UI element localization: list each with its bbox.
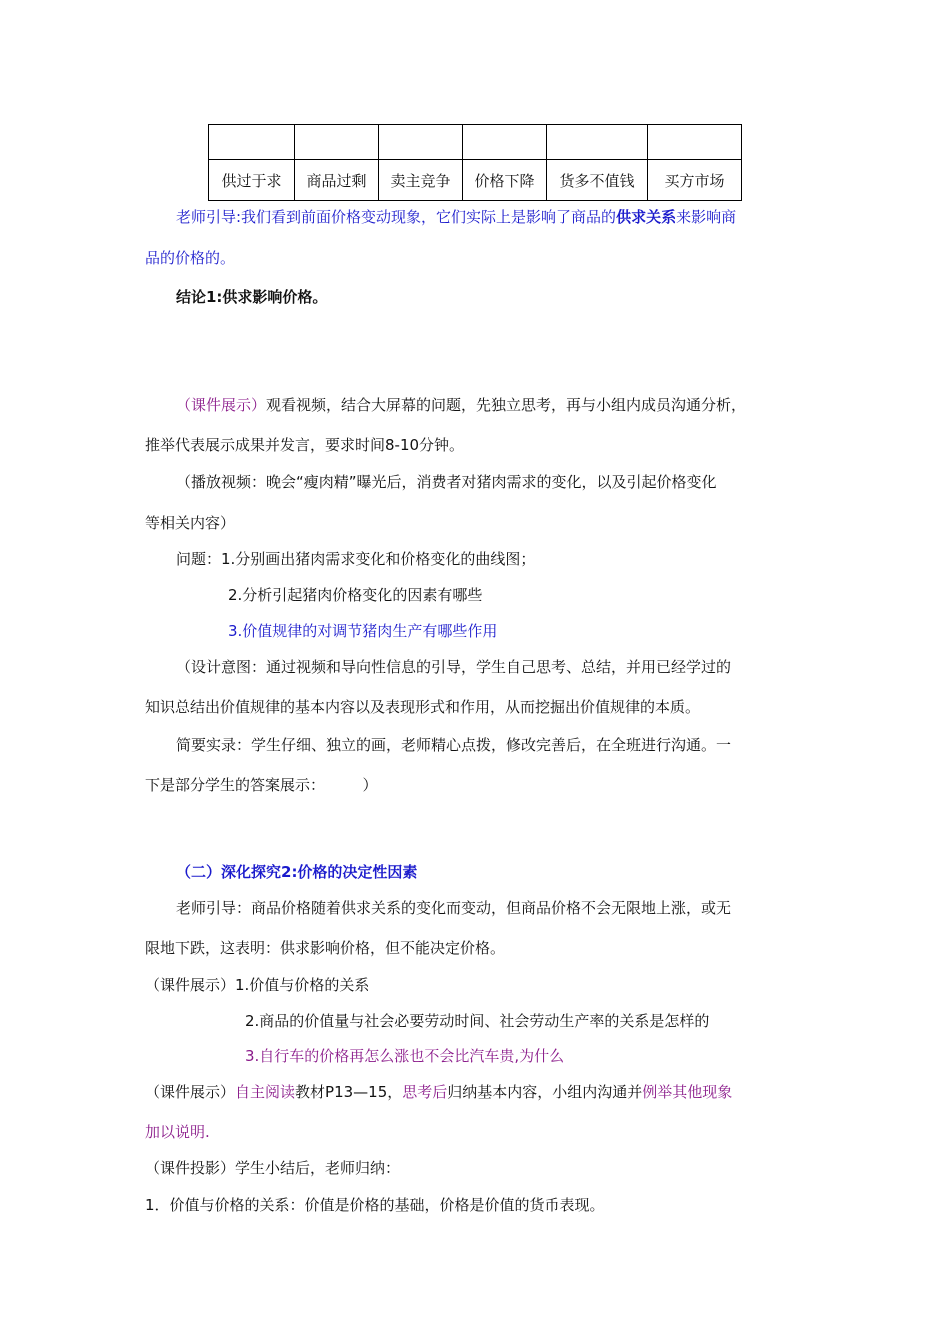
- video-line1: （播放视频：晚会“瘦肉精”曝光后，消费者对猪肉需求的变化，以及引起价格变化: [176, 473, 717, 491]
- supply-demand-highlight: 供求关系: [616, 208, 677, 226]
- text-span: 自主阅读: [235, 1083, 296, 1101]
- table-cell: [648, 125, 742, 160]
- design-intent-line2: 知识总结出价值规律的基本内容以及表现形式和作用，从而挖掘出价值规律的本质。: [145, 698, 701, 716]
- teacher-guide-1-line1: [176, 207, 736, 227]
- courseware-3-line2: 加以说明.: [145, 1123, 210, 1141]
- teacher-guide-2-line2: 限地下跌，这表明：供求影响价格，但不能决定价格。: [145, 939, 506, 957]
- record-line2: 下是部分学生的答案展示： ）: [145, 776, 378, 794]
- table-cell: 卖主竞争: [379, 160, 463, 201]
- question-2: 2.分析引起猪肉价格变化的因素有哪些: [228, 586, 483, 604]
- courseware-3-line1: [145, 1082, 732, 1102]
- text-span: （课件展示）: [176, 396, 267, 414]
- design-intent-line1: （设计意图：通过视频和导向性信息的引导，学生自己思考、总结，并用已经学过的: [176, 658, 732, 676]
- table-cell: 价格下降: [463, 160, 547, 201]
- question-1: 问题：1.分别画出猪肉需求变化和价格变化的曲线图；: [176, 550, 536, 568]
- video-line2: 等相关内容）: [145, 514, 236, 532]
- courseware-2-line2: 2.商品的价值量与社会必要劳动时间、社会劳动生产率的关系是怎样的: [245, 1012, 710, 1030]
- table-cell: [463, 125, 547, 160]
- teacher-guide-2-line1: 老师引导：商品价格随着供求关系的变化而变动，但商品价格不会无限地上涨，或无: [176, 899, 732, 917]
- table-cell: [209, 125, 295, 160]
- table-cell: 商品过剩: [295, 160, 379, 201]
- table-cell: [547, 125, 648, 160]
- text-span: 归纳基本内容，小组内沟通并: [447, 1083, 643, 1101]
- section-2-title: （二）深化探究2:价格的决定性因素: [176, 863, 418, 881]
- text-span: 老师引导:我们看到前面价格变动现象，它们实际上是影响了商品的: [176, 208, 617, 226]
- point-1: 1．价值与价格的关系：价值是价格的基础，价格是价值的货币表现。: [145, 1196, 605, 1214]
- courseware-2-line3: 3.自行车的价格再怎么涨也不会比汽车贵,为什么: [245, 1047, 565, 1065]
- text-span: 思考后: [402, 1083, 448, 1101]
- text-span: 教材P13—15，: [295, 1083, 403, 1101]
- text-span: 例举其他现象: [642, 1083, 733, 1101]
- table-cell: 买方市场: [648, 160, 742, 201]
- teacher-guide-1-line2: 品的价格的。: [145, 249, 236, 267]
- conclusion-1: 结论1:供求影响价格。: [176, 288, 328, 306]
- text-span: （课件展示）: [145, 1083, 236, 1101]
- table-row: [209, 125, 742, 160]
- text-span: 观看视频，结合大屏幕的问题，先独立思考，再与小组内成员沟通分析，: [266, 396, 747, 414]
- courseware-1-line1: [176, 395, 746, 415]
- text-span: 来影响商: [676, 208, 737, 226]
- table-cell: 供过于求: [209, 160, 295, 201]
- table-row: [209, 160, 742, 201]
- table-cell: 货多不值钱: [547, 160, 648, 201]
- supply-demand-table: [208, 124, 742, 201]
- record-line1: 简要实录：学生仔细、独立的画，老师精心点拨，修改完善后，在全班进行沟通。一: [176, 736, 732, 754]
- table-cell: [379, 125, 463, 160]
- courseware-2-line1: （课件展示）1.价值与价格的关系: [145, 976, 370, 994]
- table-cell: [295, 125, 379, 160]
- projection-line: （课件投影）学生小结后，老师归纳：: [145, 1159, 401, 1177]
- question-3: 3.价值规律的对调节猪肉生产有哪些作用: [228, 622, 498, 640]
- courseware-1-line2: 推举代表展示成果并发言，要求时间8-10分钟。: [145, 436, 465, 454]
